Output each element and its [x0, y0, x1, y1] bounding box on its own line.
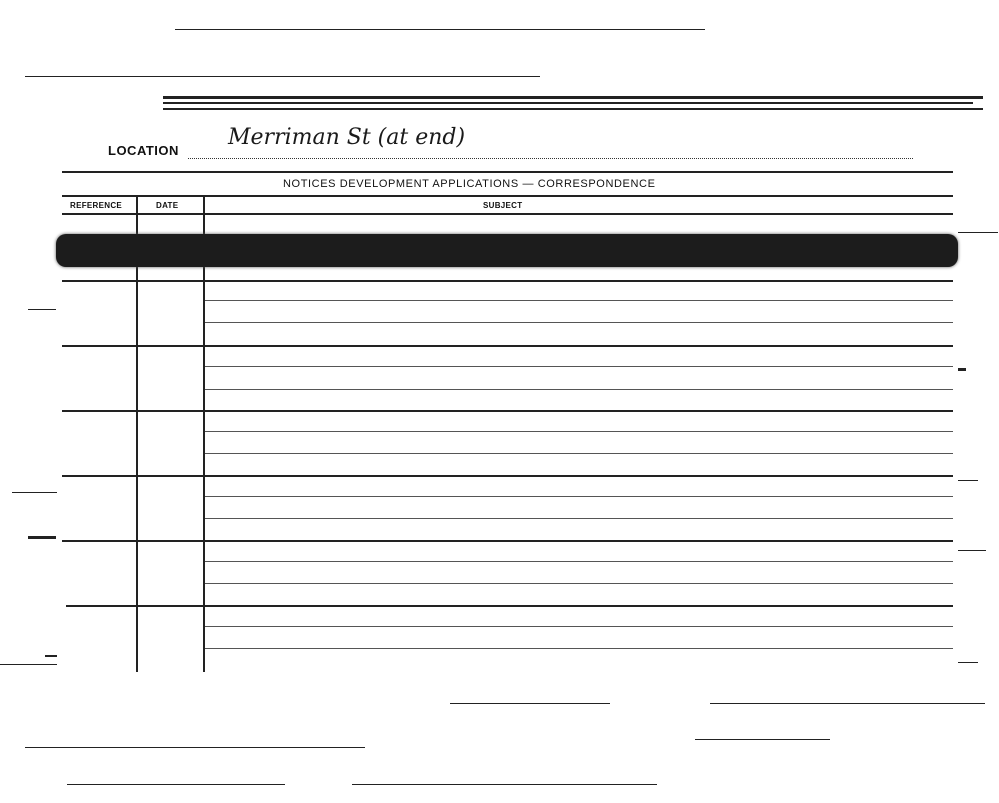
row-subline	[205, 453, 953, 454]
scan-line-bottom-5	[67, 784, 285, 785]
scan-line-left-5	[0, 664, 57, 665]
scan-line-bottom-3	[695, 739, 830, 740]
row-subline	[205, 389, 953, 390]
scan-line-top-4	[163, 102, 973, 104]
location-label: LOCATION	[108, 143, 179, 158]
scan-line-left-3	[28, 536, 56, 539]
header-rule-2	[62, 195, 953, 197]
row-subline	[205, 322, 953, 323]
column-header-date: DATE	[156, 201, 179, 210]
row-rule	[62, 280, 953, 282]
scan-line-right-1	[958, 232, 998, 233]
scan-line-left-4	[45, 655, 57, 657]
scan-line-bottom-2	[710, 703, 985, 704]
row-subline	[205, 583, 953, 584]
scan-line-right-4	[958, 550, 986, 551]
row-subline	[205, 496, 953, 497]
scan-line-top-1	[175, 29, 705, 30]
scan-line-left-2	[12, 492, 57, 493]
scan-line-bottom-6	[352, 784, 657, 785]
scan-line-top-2	[25, 76, 540, 77]
scan-line-bottom-4	[25, 747, 365, 748]
row-subline	[205, 561, 953, 562]
row-subline	[205, 648, 953, 649]
section-header: NOTICES DEVELOPMENT APPLICATIONS — CORRESPONDENCE	[283, 178, 656, 190]
scan-line-top-5	[163, 108, 983, 110]
row-rule	[66, 605, 953, 607]
row-subline	[205, 431, 953, 432]
row-subline	[205, 626, 953, 627]
location-dotted-line	[188, 158, 913, 159]
row-rule	[62, 410, 953, 412]
scan-line-left-1	[28, 309, 56, 310]
column-header-subject: SUBJECT	[483, 201, 523, 210]
scan-line-top-3	[163, 96, 983, 99]
column-divider-2	[203, 197, 205, 672]
row-rule	[62, 540, 953, 542]
column-header-reference: REFERENCE	[70, 201, 123, 210]
scan-line-right-2	[958, 368, 966, 371]
row-subline	[205, 518, 953, 519]
column-header-rule	[62, 213, 953, 215]
column-divider-1	[136, 197, 138, 672]
location-handwritten-value: Merriman St (at end)	[228, 125, 466, 150]
header-rule-1	[62, 171, 953, 173]
row-rule	[62, 475, 953, 477]
row-rule	[62, 345, 953, 347]
redaction-bar	[56, 234, 958, 267]
scan-line-right-5	[958, 662, 978, 663]
scan-line-bottom-1	[450, 703, 610, 704]
row-subline	[205, 366, 953, 367]
row-subline	[205, 300, 953, 301]
scan-line-right-3	[958, 480, 978, 481]
